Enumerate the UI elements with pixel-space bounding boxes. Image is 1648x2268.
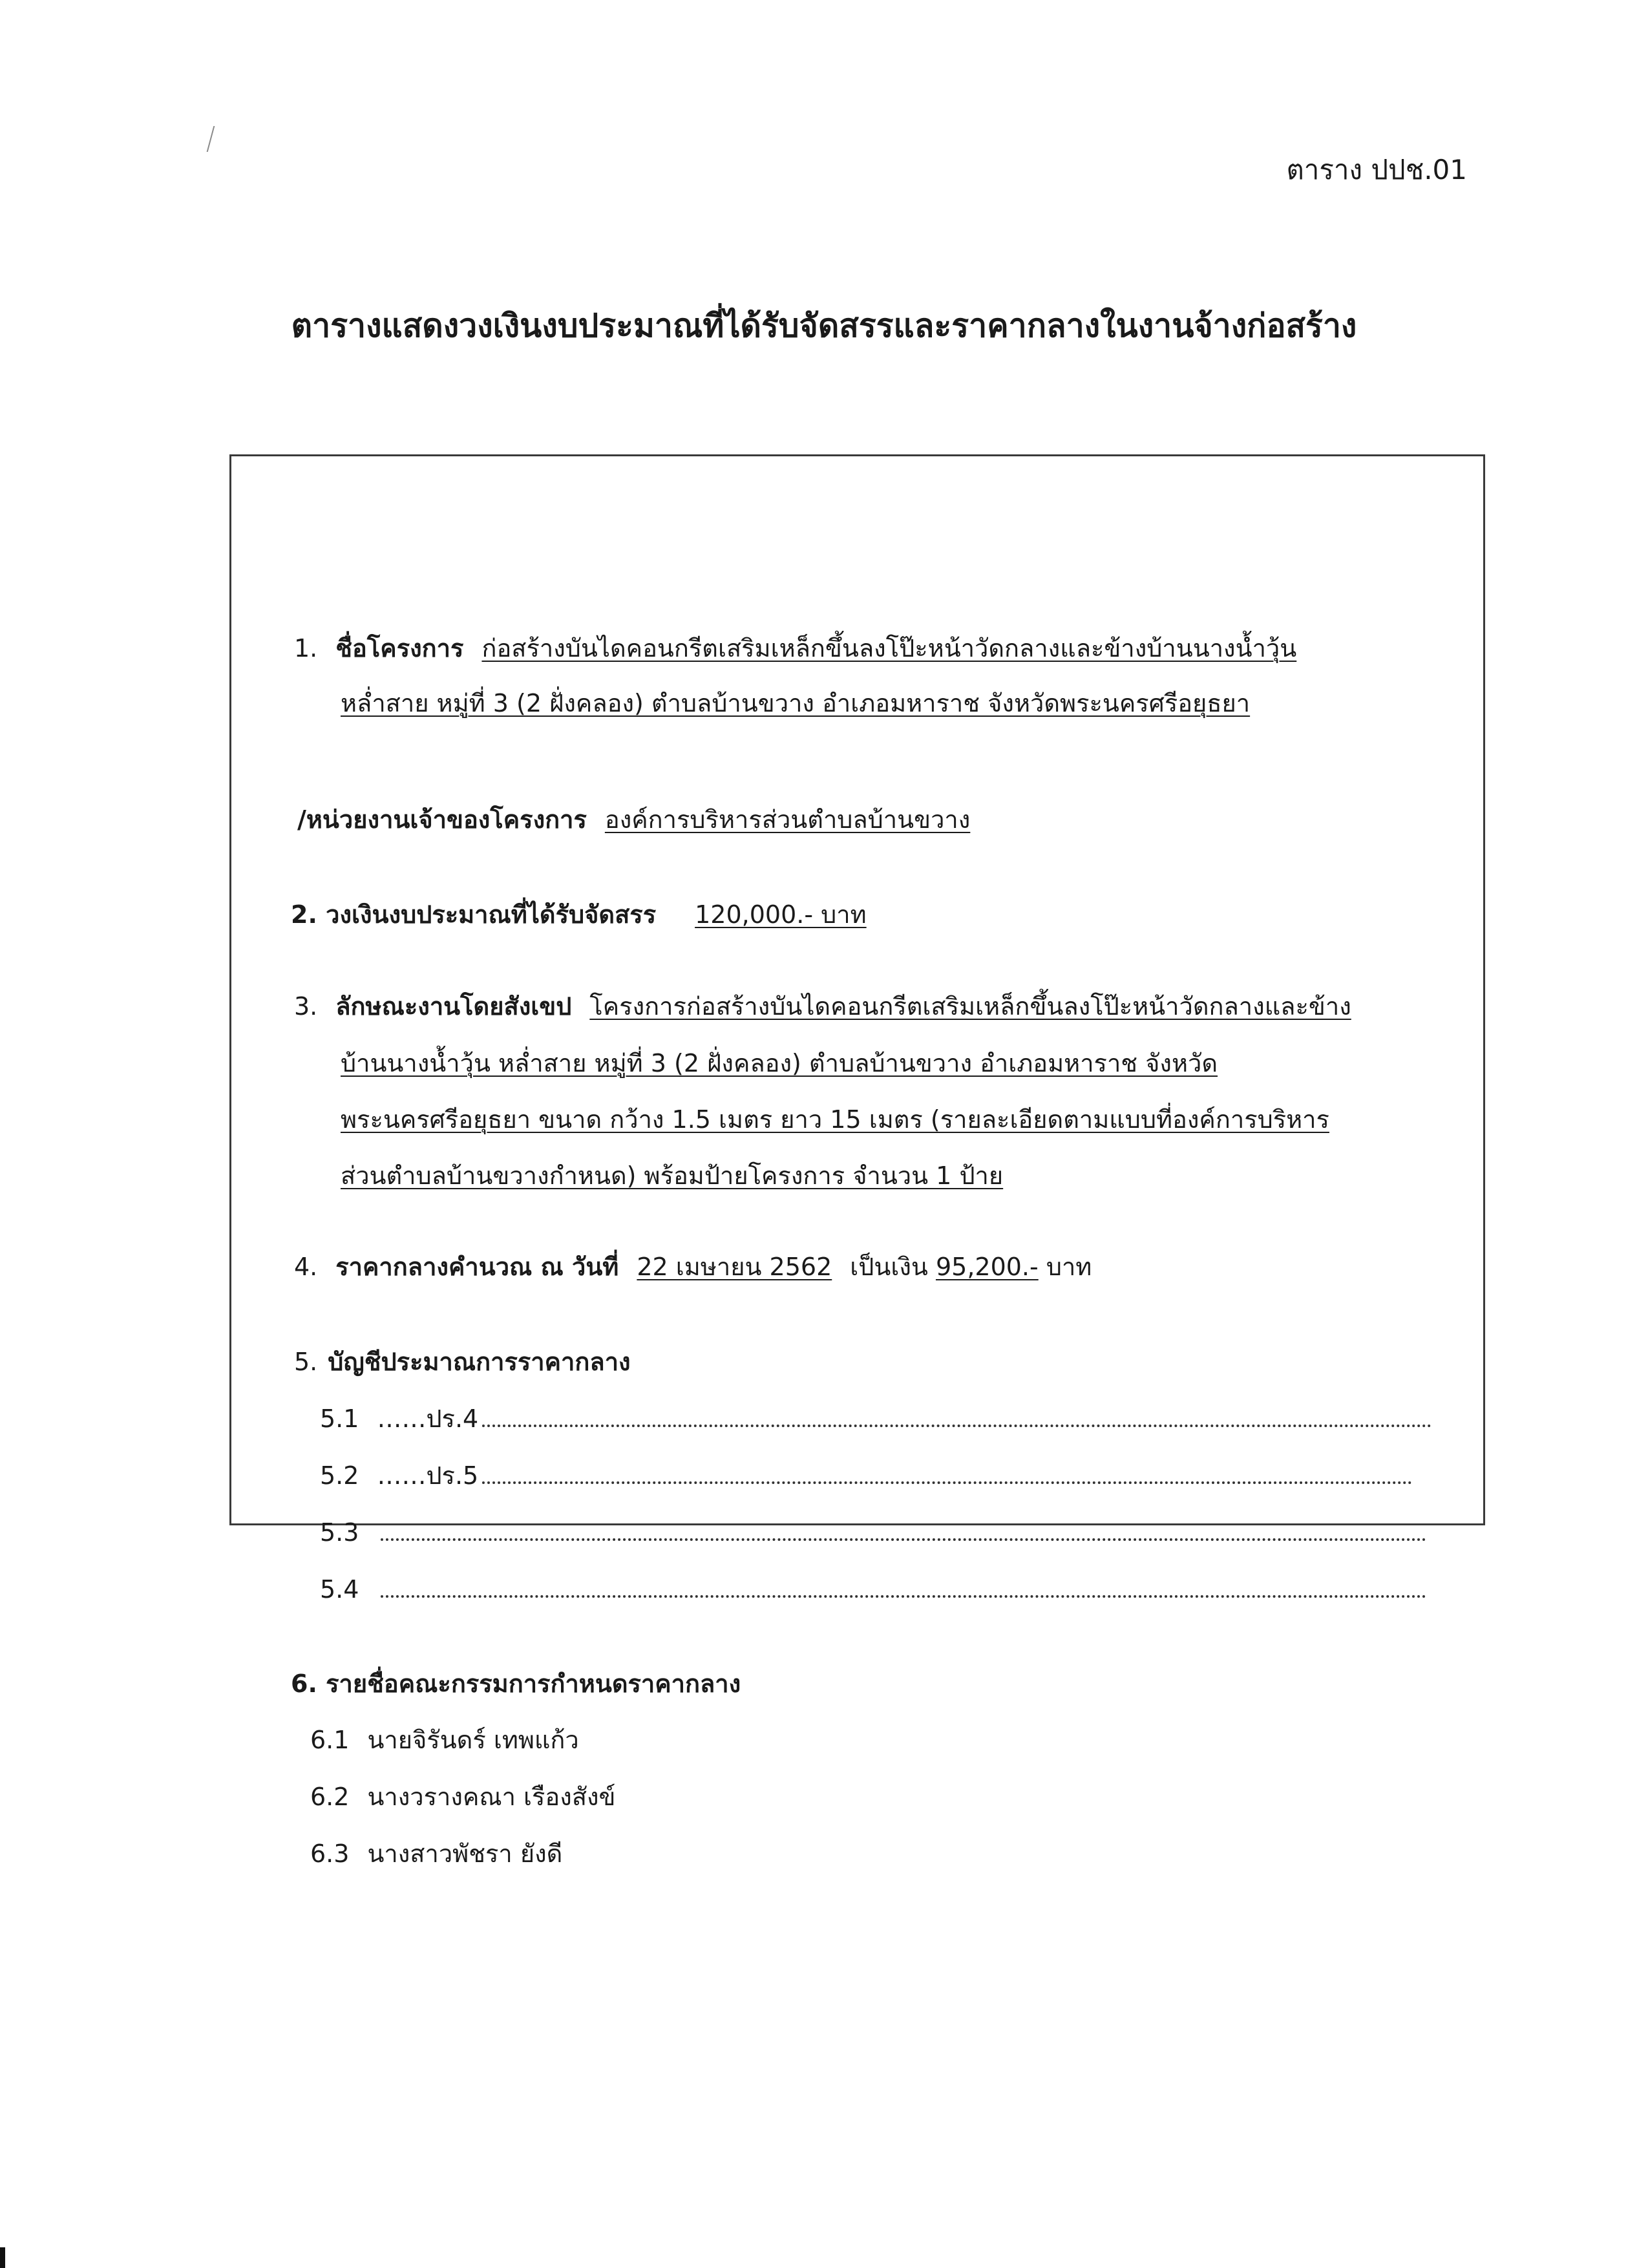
estimate-number: 5.1 [320,1404,359,1433]
dotted-leader [381,1519,1426,1541]
item5-row [294,1346,631,1378]
estimate-text: ……ปร.4 [377,1404,479,1433]
committee-member-2 [310,1781,616,1813]
owner-row [297,803,970,836]
item1-value-line2: หล่ำสาย หมู่ที่ 3 (2 ฝั่งคลอง) ตำบลบ้านขวาง อำเภอมหาราช จังหวัดพระนครศรีอยุธยา [341,689,1251,717]
item3-line4: ส่วนตำบลบ้านขวางกำหนด) พร้อมป้ายโครงการ จำนวน 1 ป้าย [341,1161,1004,1190]
member-name: นางสาวพัชรา ยังดี [367,1839,563,1868]
item1-number: 1. [294,634,318,662]
item4-date: 22 เมษายน 2562 [637,1253,832,1281]
item2-value: 120,000.- บาท [695,900,867,929]
item3-row-2 [341,1047,1218,1079]
estimate-number: 5.2 [320,1461,359,1490]
item1-row [294,632,1296,664]
scan-edge-mark [0,2247,5,2268]
item1-value-line1: ก่อสร้างบันไดคอนกรีตเสริมเหล็กขึ้นลงโป๊ะหน้าวัดกลางและข้างบ้านนางน้ำวุ้น [481,634,1297,662]
item4-row [294,1251,1092,1283]
estimate-number: 5.3 [320,1518,359,1547]
member-name: นายจิรันดร์ เทพแก้ว [367,1726,579,1754]
item4-label: ราคากลางคำนวณ ณ วันที่ [335,1253,619,1281]
estimate-row-5-2 [320,1459,1412,1492]
item2-label: 2. วงเงินงบประมาณที่ได้รับจัดสรร [291,900,657,929]
item5-label: บัญชีประมาณการราคากลาง [328,1348,631,1376]
item4-amount-prefix: เป็นเงิน [850,1253,928,1281]
scan-mark [207,126,222,152]
member-name: นางวรางคณา เรืองสังข์ [367,1783,616,1811]
owner-label: /หน่วยงานเจ้าของโครงการ [297,805,587,834]
dotted-leader [381,1576,1426,1598]
member-number: 6.3 [310,1839,350,1868]
item3-row [294,990,1351,1023]
item3-row-4 [341,1160,1003,1192]
dotted-leader [482,1405,1431,1427]
item1-row-2 [341,687,1250,719]
owner-value: องค์การบริหารส่วนตำบลบ้านขวาง [604,805,971,834]
estimate-row-5-1 [320,1403,1431,1435]
item3-number: 3. [294,992,318,1021]
member-number: 6.2 [310,1783,350,1811]
estimate-row-5-3 [320,1516,1426,1549]
estimate-row-5-4 [320,1573,1426,1606]
item6-row [291,1668,741,1700]
item3-line1: โครงการก่อสร้างบันไดคอนกรีตเสริมเหล็กขึ้นลงโป๊ะหน้าวัดกลางและข้าง [589,992,1351,1021]
dotted-leader [482,1462,1412,1484]
member-number: 6.1 [310,1726,350,1754]
item4-number: 4. [294,1253,318,1281]
document-title: ตารางแสดงวงเงินงบประมาณที่ได้รับจัดสรรและราคากลางในงานจ้างก่อสร้าง [291,307,1357,344]
committee-member-1 [310,1724,579,1756]
item4-amount: 95,200.- [935,1253,1039,1281]
item6-label: 6. รายชื่อคณะกรรมการกำหนดราคากลาง [291,1669,741,1698]
item3-row-3 [341,1103,1329,1136]
item3-label: ลักษณะงานโดยสังเขป [335,992,572,1021]
item1-label: ชื่อโครงการ [335,634,464,662]
item3-line2: บ้านนางน้ำวุ้น หล่ำสาย หมู่ที่ 3 (2 ฝั่งคลอง) ตำบลบ้านขวาง อำเภอมหาราช จังหวัด [341,1049,1218,1077]
item3-line3: พระนครศรีอยุธยา ขนาด กว้าง 1.5 เมตร ยาว 15 เมตร (รายละเอียดตามแบบที่องค์การบริหาร [341,1105,1329,1134]
estimate-number: 5.4 [320,1575,359,1604]
item2-row [291,898,867,931]
item5-number: 5. [294,1348,318,1376]
estimate-text: ……ปร.5 [377,1461,479,1490]
document-code: ตาราง ปปช.01 [1286,154,1467,185]
item4-unit: บาท [1046,1253,1092,1281]
committee-member-3 [310,1838,562,1870]
